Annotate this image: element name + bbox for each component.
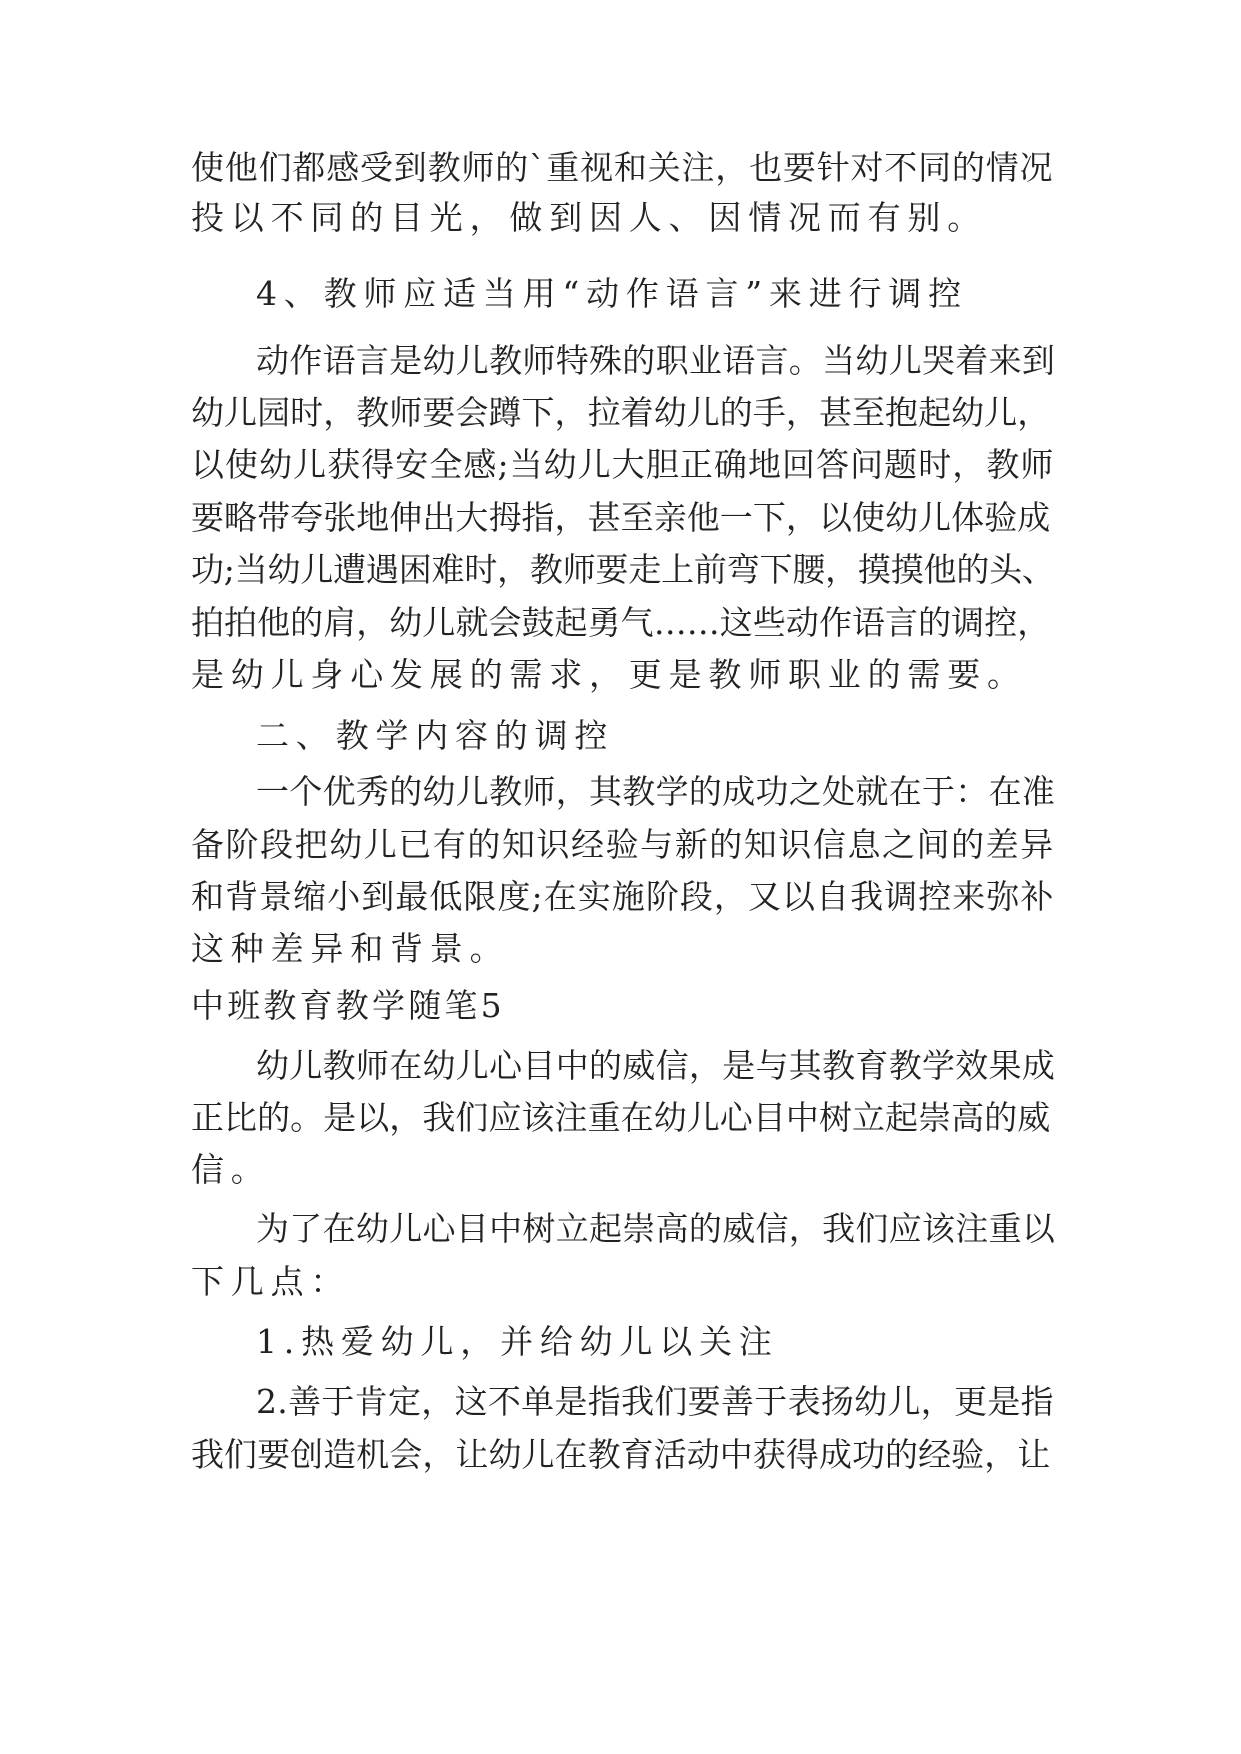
text-line: 投以不同的目光，做到因人、因情况而有别。 bbox=[191, 198, 987, 237]
text-line: 幼儿教师在幼儿心目中的威信，是与其教育教学效果成 bbox=[256, 1046, 1056, 1085]
text-line: 下几点： bbox=[191, 1262, 351, 1301]
text-line: 拍拍他的肩，幼儿就会鼓起勇气……这些动作语言的调控， bbox=[191, 603, 1051, 642]
section-heading: 二、教学内容的调控 bbox=[256, 716, 615, 755]
text-line: 这种差异和背景。 bbox=[191, 929, 510, 968]
text-line: 功;当幼儿遭遇困难时，教师要走上前弯下腰，摸摸他的头、 bbox=[191, 550, 1055, 589]
text-line: 4、教师应适当用“动作语言”来进行调控 bbox=[256, 274, 968, 313]
text-line: 信。 bbox=[191, 1150, 271, 1189]
text-line: 以使幼儿获得安全感;当幼儿大胆正确地回答问题时，教师 bbox=[191, 445, 1055, 484]
text-line: 使他们都感受到教师的`重视和关注，也要针对不同的情况 bbox=[191, 148, 1054, 187]
text-line: 我们要创造机会，让幼儿在教育活动中获得成功的经验，让 bbox=[191, 1435, 1051, 1474]
text-line: 动作语言是幼儿教师特殊的职业语言。当幼儿哭着来到 bbox=[256, 341, 1056, 380]
text-line: 一个优秀的幼儿教师，其教学的成功之处就在于：在准 bbox=[256, 772, 1056, 811]
essay-title: 中班教育教学随笔5 bbox=[191, 986, 505, 1025]
text-line: 幼儿园时，教师要会蹲下，拉着幼儿的手，甚至抱起幼儿， bbox=[191, 393, 1051, 432]
list-item: 1.热爱幼儿，并给幼儿以关注 bbox=[256, 1322, 779, 1361]
list-item: 2.善于肯定，这不单是指我们要善于表扬幼儿，更是指 bbox=[256, 1382, 1054, 1421]
text-line: 备阶段把幼儿已有的知识经验与新的知识信息之间的差异 bbox=[191, 825, 1055, 864]
text-line: 要略带夸张地伸出大拇指，甚至亲他一下，以使幼儿体验成 bbox=[191, 498, 1051, 537]
text-line: 是幼儿身心发展的需求，更是教师职业的需要。 bbox=[191, 655, 1027, 694]
text-line: 正比的。是以，我们应该注重在幼儿心目中树立起崇高的威 bbox=[191, 1098, 1051, 1137]
text-line: 和背景缩小到最低限度;在实施阶段，又以自我调控来弥补 bbox=[191, 877, 1055, 916]
text-line: 为了在幼儿心目中树立起崇高的威信，我们应该注重以 bbox=[256, 1209, 1056, 1248]
